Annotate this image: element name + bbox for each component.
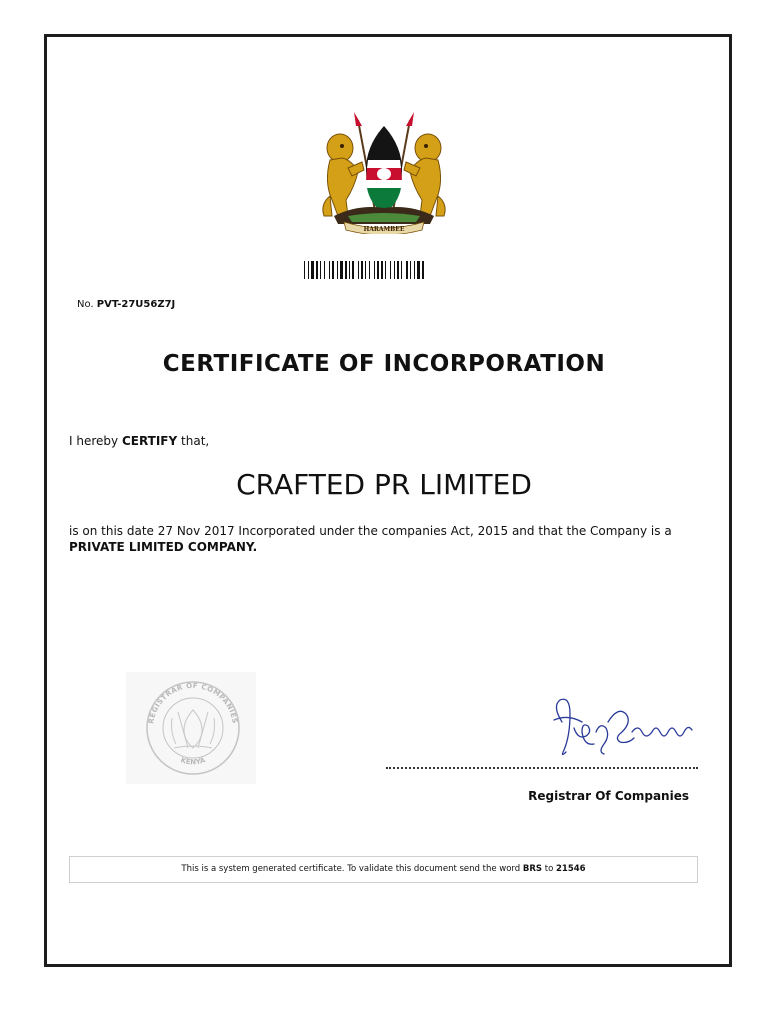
certificate-title: CERTIFICATE OF INCORPORATION	[162, 351, 606, 377]
company-name: CRAFTED PR LIMITED	[236, 468, 532, 501]
barcode-bar	[390, 261, 391, 279]
barcode-bar	[316, 261, 318, 279]
statement-text: is on this date 27 Nov 2017 Incorporated under the companies Act, 2015 and that the Company is a	[69, 524, 672, 538]
barcode-bar	[401, 261, 402, 279]
barcode-bar	[320, 261, 321, 279]
certify-prefix: I hereby	[69, 434, 119, 448]
barcode-bar	[369, 261, 370, 279]
barcode-bar	[365, 261, 366, 279]
seal-top-text: REGISTRAR OF COMPANIES	[147, 681, 239, 725]
registrar-seal	[126, 672, 256, 784]
validation-notice	[69, 856, 698, 883]
barcode-bar	[361, 261, 363, 279]
company-type: PRIVATE LIMITED COMPANY.	[69, 540, 258, 554]
barcode-bar	[414, 261, 415, 279]
signatory-title: Registrar Of Companies	[528, 789, 689, 803]
barcode-bar	[332, 261, 334, 279]
barcode-bar	[422, 261, 424, 279]
registrar-signature	[548, 692, 698, 764]
certify-suffix: that,	[181, 434, 210, 448]
barcode-bar	[410, 261, 411, 279]
barcode-bar	[329, 261, 330, 279]
barcode-bar	[394, 261, 395, 279]
incorporation-statement	[69, 523, 709, 555]
coat-of-arms-logo	[318, 112, 450, 234]
barcode-bar	[358, 261, 359, 279]
svg-text:HARAMBEE: HARAMBEE	[363, 226, 405, 233]
barcode-bar	[311, 261, 314, 279]
certify-keyword: CERTIFY	[121, 434, 178, 448]
barcode-bar	[397, 261, 399, 279]
notice-connector: to	[544, 864, 554, 874]
barcode-bar	[406, 261, 408, 279]
barcode	[304, 261, 466, 279]
signature-line	[386, 767, 698, 769]
notice-keyword: BRS	[522, 864, 543, 874]
barcode-bar	[349, 261, 350, 279]
barcode-bar	[417, 261, 420, 279]
barcode-bar	[352, 261, 354, 279]
barcode-bar	[374, 261, 375, 279]
barcode-bar	[377, 261, 379, 279]
barcode-bar	[337, 261, 338, 279]
barcode-bar	[381, 261, 383, 279]
certificate-number-value: PVT-27U56Z7J	[96, 299, 176, 310]
barcode-bar	[345, 261, 347, 279]
seal-bottom-text: KENYA	[179, 756, 207, 767]
barcode-bar	[308, 261, 309, 279]
notice-text: This is a system generated certificate. To validate this document send the word	[181, 864, 521, 874]
barcode-bar	[340, 261, 343, 279]
certify-line	[69, 434, 209, 448]
notice-number: 21546	[556, 864, 586, 874]
barcode-bar	[324, 261, 325, 279]
certificate-number	[77, 299, 175, 310]
certificate-number-prefix: No.	[77, 299, 94, 310]
barcode-bar	[385, 261, 386, 279]
barcode-bar	[304, 261, 305, 279]
